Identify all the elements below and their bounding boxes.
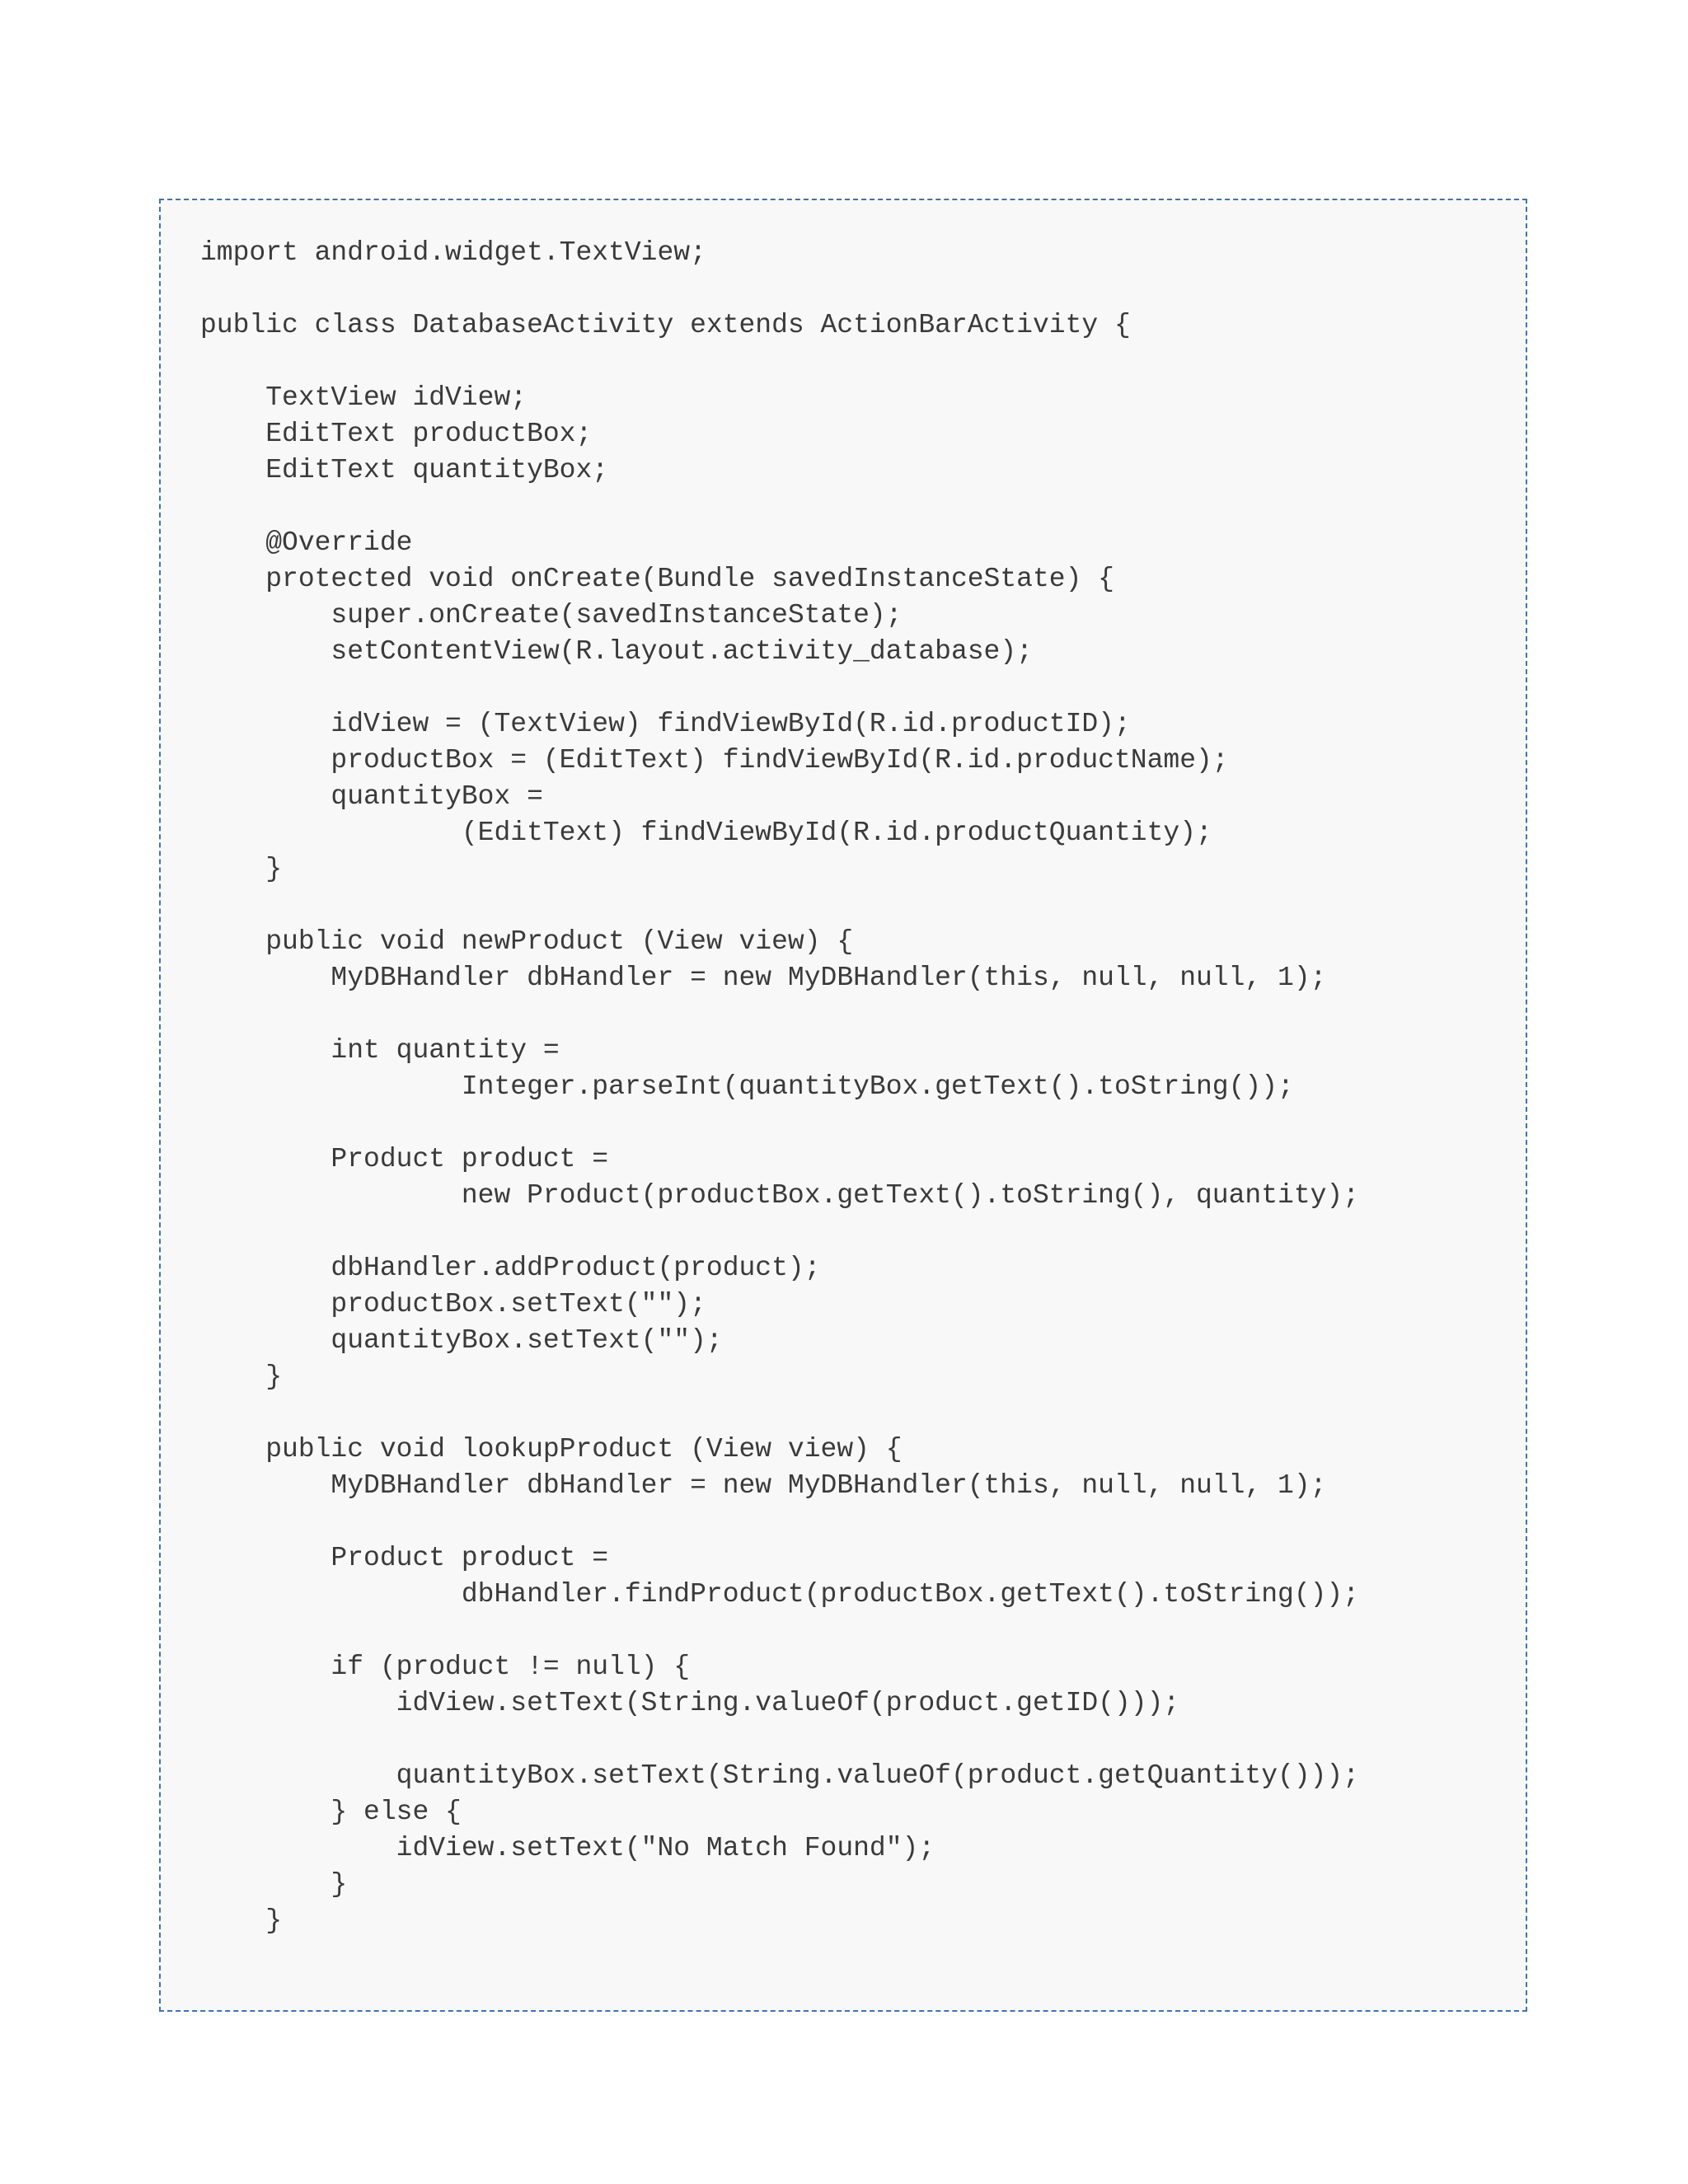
code-line: [200, 1105, 1359, 1141]
code-line: [200, 1722, 1359, 1758]
code-line: }: [200, 1361, 283, 1392]
code-line: Product product =: [200, 1144, 609, 1174]
code-line: dbHandler.addProduct(product);: [200, 1253, 821, 1283]
code-line: import android.widget.TextView;: [200, 237, 706, 268]
code-line: public void lookupProduct (View view) {: [200, 1434, 903, 1465]
code-line: [200, 344, 1359, 380]
code-line: } else {: [200, 1797, 462, 1827]
code-line: [200, 1214, 1359, 1250]
code-line: Product product =: [200, 1543, 609, 1573]
code-line: MyDBHandler dbHandler = new MyDBHandler(this, null, null, 1);: [200, 1470, 1327, 1501]
code-listing-box: [159, 199, 1527, 2012]
code-line: protected void onCreate(Bundle savedInstanceState) {: [200, 564, 1114, 594]
code-line: [200, 489, 1359, 525]
code-line: dbHandler.findProduct(productBox.getText().toString());: [200, 1579, 1360, 1610]
code-line: [200, 670, 1359, 706]
code-line: [200, 1504, 1359, 1540]
code-line: public void newProduct (View view) {: [200, 926, 854, 957]
code-line: idView = (TextView) findViewById(R.id.productID);: [200, 709, 1131, 739]
code-line: [200, 271, 1359, 307]
code-line: (EditText) findViewById(R.id.productQuantity);: [200, 818, 1212, 848]
code-line: if (product != null) {: [200, 1652, 691, 1682]
code-line: public class DatabaseActivity extends ActionBarActivity {: [200, 310, 1131, 340]
code-line: }: [200, 1869, 348, 1900]
code-line: TextView idView;: [200, 382, 528, 413]
code-line: Integer.parseInt(quantityBox.getText().toString());: [200, 1071, 1294, 1102]
code-line: MyDBHandler dbHandler = new MyDBHandler(this, null, null, 1);: [200, 963, 1327, 993]
code-listing: [200, 235, 1359, 1939]
code-line: int quantity =: [200, 1035, 560, 1066]
code-line: [200, 996, 1359, 1033]
code-line: idView.setText(String.valueOf(product.getID()));: [200, 1688, 1180, 1718]
code-line: [200, 1395, 1359, 1432]
code-line: productBox = (EditText) findViewById(R.id.productName);: [200, 745, 1229, 776]
code-line: setContentView(R.layout.activity_database);: [200, 636, 1033, 667]
code-line: [200, 1613, 1359, 1649]
code-line: quantityBox.setText(String.valueOf(product.getQuantity()));: [200, 1760, 1360, 1791]
code-line: new Product(productBox.getText().toString(), quantity);: [200, 1180, 1360, 1211]
code-line: }: [200, 854, 283, 884]
code-line: idView.setText("No Match Found");: [200, 1833, 935, 1863]
code-line: quantityBox =: [200, 781, 543, 812]
code-line: EditText productBox;: [200, 419, 593, 449]
code-line: }: [200, 1905, 283, 1936]
code-line: EditText quantityBox;: [200, 455, 609, 485]
code-line: productBox.setText("");: [200, 1289, 706, 1319]
code-line: super.onCreate(savedInstanceState);: [200, 600, 903, 630]
code-line: quantityBox.setText("");: [200, 1325, 723, 1356]
code-line: @Override: [200, 527, 413, 558]
code-line: [200, 888, 1359, 924]
